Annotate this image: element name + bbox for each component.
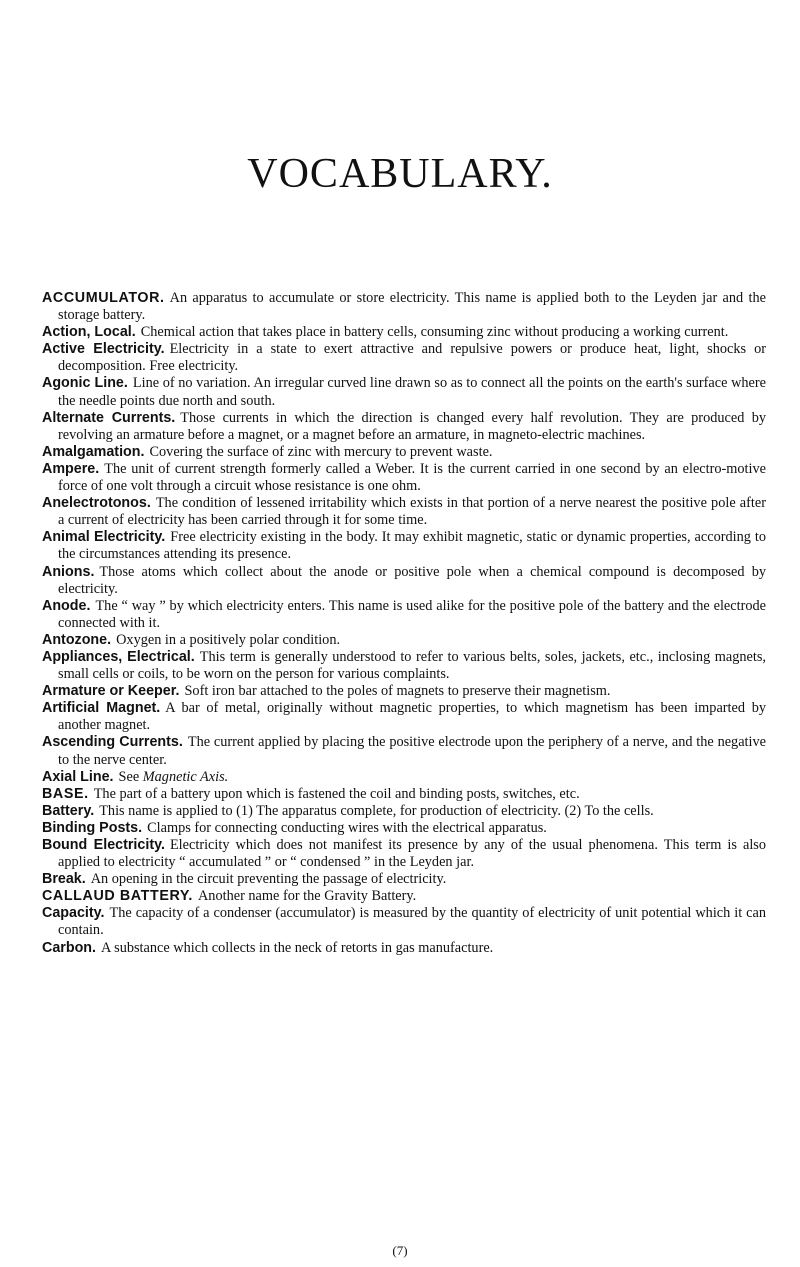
entry-term: Appliances, Electrical. — [42, 648, 195, 665]
entry-definition: Oxygen in a positively polar condition. — [116, 631, 341, 648]
entry-definition: Chemical action that takes place in battery cells, consuming zinc without producing a working current. — [140, 324, 729, 341]
vocabulary-entry — [42, 940, 766, 957]
vocabulary-entry — [42, 905, 766, 939]
vocabulary-entry — [42, 341, 766, 375]
entry-term: BASE. — [42, 785, 89, 802]
vocabulary-entry — [42, 786, 766, 803]
entry-definition: The part of a battery upon which is fastened the coil and binding posts, switches, etc. — [93, 785, 580, 802]
entry-term: Agonic Line. — [42, 375, 128, 392]
vocabulary-entry — [42, 837, 766, 871]
vocabulary-entry — [42, 495, 766, 529]
vocabulary-entry — [42, 632, 766, 649]
entry-definition: The condition of lessened irritability which exists in that portion of a nerve nearest the positive pole after a current of electricity has been carried through it for some time. — [58, 495, 766, 529]
entry-definition: Those currents in which the direction is changed every half revolution. They are produced by revolving an armature before a magnet, or a magnet before an armature, in magneto-electric machines. — [58, 409, 766, 443]
entry-definition: An apparatus to accumulate or store electricity. This name is applied both to the Leyden jar and the storage battery. — [58, 290, 766, 324]
entry-definition: The “ way ” by which electricity enters. This name is used alike for the positive pole of the battery and the electrode connected with it. — [58, 597, 766, 631]
entry-definition: The capacity of a condenser (accumulator) is measured by the quantity of electricity of unit potential which it can contain. — [58, 905, 766, 939]
vocabulary-entry — [42, 734, 766, 768]
entry-term: Carbon. — [42, 939, 97, 956]
vocabulary-entry — [42, 871, 766, 888]
entry-term: Ampere. — [42, 460, 100, 477]
vocabulary-entry — [42, 700, 766, 734]
vocabulary-entry — [42, 820, 766, 837]
entry-definition: Covering the surface of zinc with mercury to prevent waste. — [149, 443, 493, 460]
entry-definition: Electricity which does not manifest its presence by any of the usual phenomena. This term is also applied to electricity “ accumulated ” or “ condensed ” in the Leyden jar. — [58, 837, 767, 871]
entry-term: ACCUMULATOR. — [42, 290, 165, 306]
entry-definition: See — [118, 768, 140, 785]
entry-term: Anelectrotonos. — [42, 495, 151, 512]
entry-definition: This name is applied to (1) The apparatus complete, for production of electricity. (2) To the cells. — [99, 802, 654, 819]
entry-term: Capacity. — [42, 905, 105, 922]
entry-term: Alternate Currents. — [42, 409, 176, 426]
entry-term: CALLAUD BATTERY. — [42, 888, 193, 905]
entry-term: Anode. — [42, 597, 91, 614]
page-title: VOCABULARY. — [247, 151, 553, 197]
page-number: (7) — [392, 1243, 408, 1258]
entry-definition: The current applied by placing the positive electrode upon the periphery of a nerve, and the negative to the nerve center. — [58, 734, 766, 768]
vocabulary-entry — [42, 564, 766, 598]
entry-definition: Clamps for connecting conducting wires with the electrical apparatus. — [147, 819, 547, 836]
entry-term: Amalgamation. — [42, 443, 145, 460]
entry-definition: The unit of current strength formerly called a Weber. It is the current carried in one second by an electro-motive force of one volt through a circuit whose resistance is one ohm. — [58, 460, 766, 495]
entry-definition: Soft iron bar attached to the poles of magnets to preserve their magnetism. — [184, 683, 611, 700]
entry-term: Armature or Keeper. — [42, 683, 180, 700]
entry-term: Ascending Currents. — [42, 734, 183, 751]
entry-definition: This term is generally understood to refer to various belts, soles, jackets, etc., inclosing magnets, small cells or coils, to be worn on the person for various complaints. — [58, 648, 766, 683]
entry-term: Battery. — [42, 802, 95, 819]
entry-definition: A substance which collects in the neck of retorts in gas manufacture. — [101, 939, 494, 956]
entry-definition: Those atoms which collect about the anode or positive pole when a chemical compound is decomposed by electricity. — [58, 563, 766, 597]
vocabulary-entry — [42, 290, 766, 324]
vocabulary-entry — [42, 324, 766, 341]
entry-term: Anions. — [42, 563, 95, 580]
entry-definition: Free electricity existing in the body. It may exhibit magnetic, static or dynamic properties, according to the circumstances attending its presence. — [58, 529, 766, 563]
vocabulary-entry — [42, 529, 766, 563]
vocabulary-entry — [42, 888, 766, 905]
entry-term: Antozone. — [42, 631, 112, 648]
vocabulary-entry — [42, 375, 766, 409]
vocabulary-entry — [42, 769, 766, 786]
vocabulary-entry — [42, 803, 766, 820]
vocabulary-entry — [42, 598, 766, 632]
vocabulary-entry — [42, 410, 766, 444]
entry-cross-reference: Magnetic Axis. — [142, 768, 229, 785]
entry-definition: A bar of metal, originally without magnetic properties, to which magnetism has been imparted by another magnet. — [58, 700, 766, 734]
entry-term: Axial Line. — [42, 768, 114, 785]
entry-definition: Electricity in a state to exert attractive and repulsive powers or produce heat, light, shocks or decomposition. Free electricity. — [58, 341, 766, 375]
vocabulary-entry — [42, 683, 766, 700]
entry-term: Artificial Magnet. — [42, 700, 161, 717]
entry-term: Active Electricity. — [42, 341, 165, 358]
entry-term: Bound Electricity. — [42, 837, 165, 853]
entry-term: Break. — [42, 871, 86, 888]
entry-term: Animal Electricity. — [42, 529, 166, 546]
entry-definition: Another name for the Gravity Battery. — [197, 888, 417, 905]
entry-definition: Line of no variation. An irregular curved line drawn so as to connect all the points on the earth's surface where the needle points due north and south. — [58, 375, 766, 409]
entry-term: Action, Local. — [42, 324, 136, 341]
vocabulary-entry — [42, 461, 766, 495]
vocabulary-list — [42, 290, 766, 957]
vocabulary-entry — [42, 444, 766, 461]
vocabulary-entry — [42, 649, 766, 683]
entry-term: Binding Posts. — [42, 819, 143, 836]
entry-definition: An opening in the circuit preventing the passage of electricity. — [90, 871, 447, 888]
